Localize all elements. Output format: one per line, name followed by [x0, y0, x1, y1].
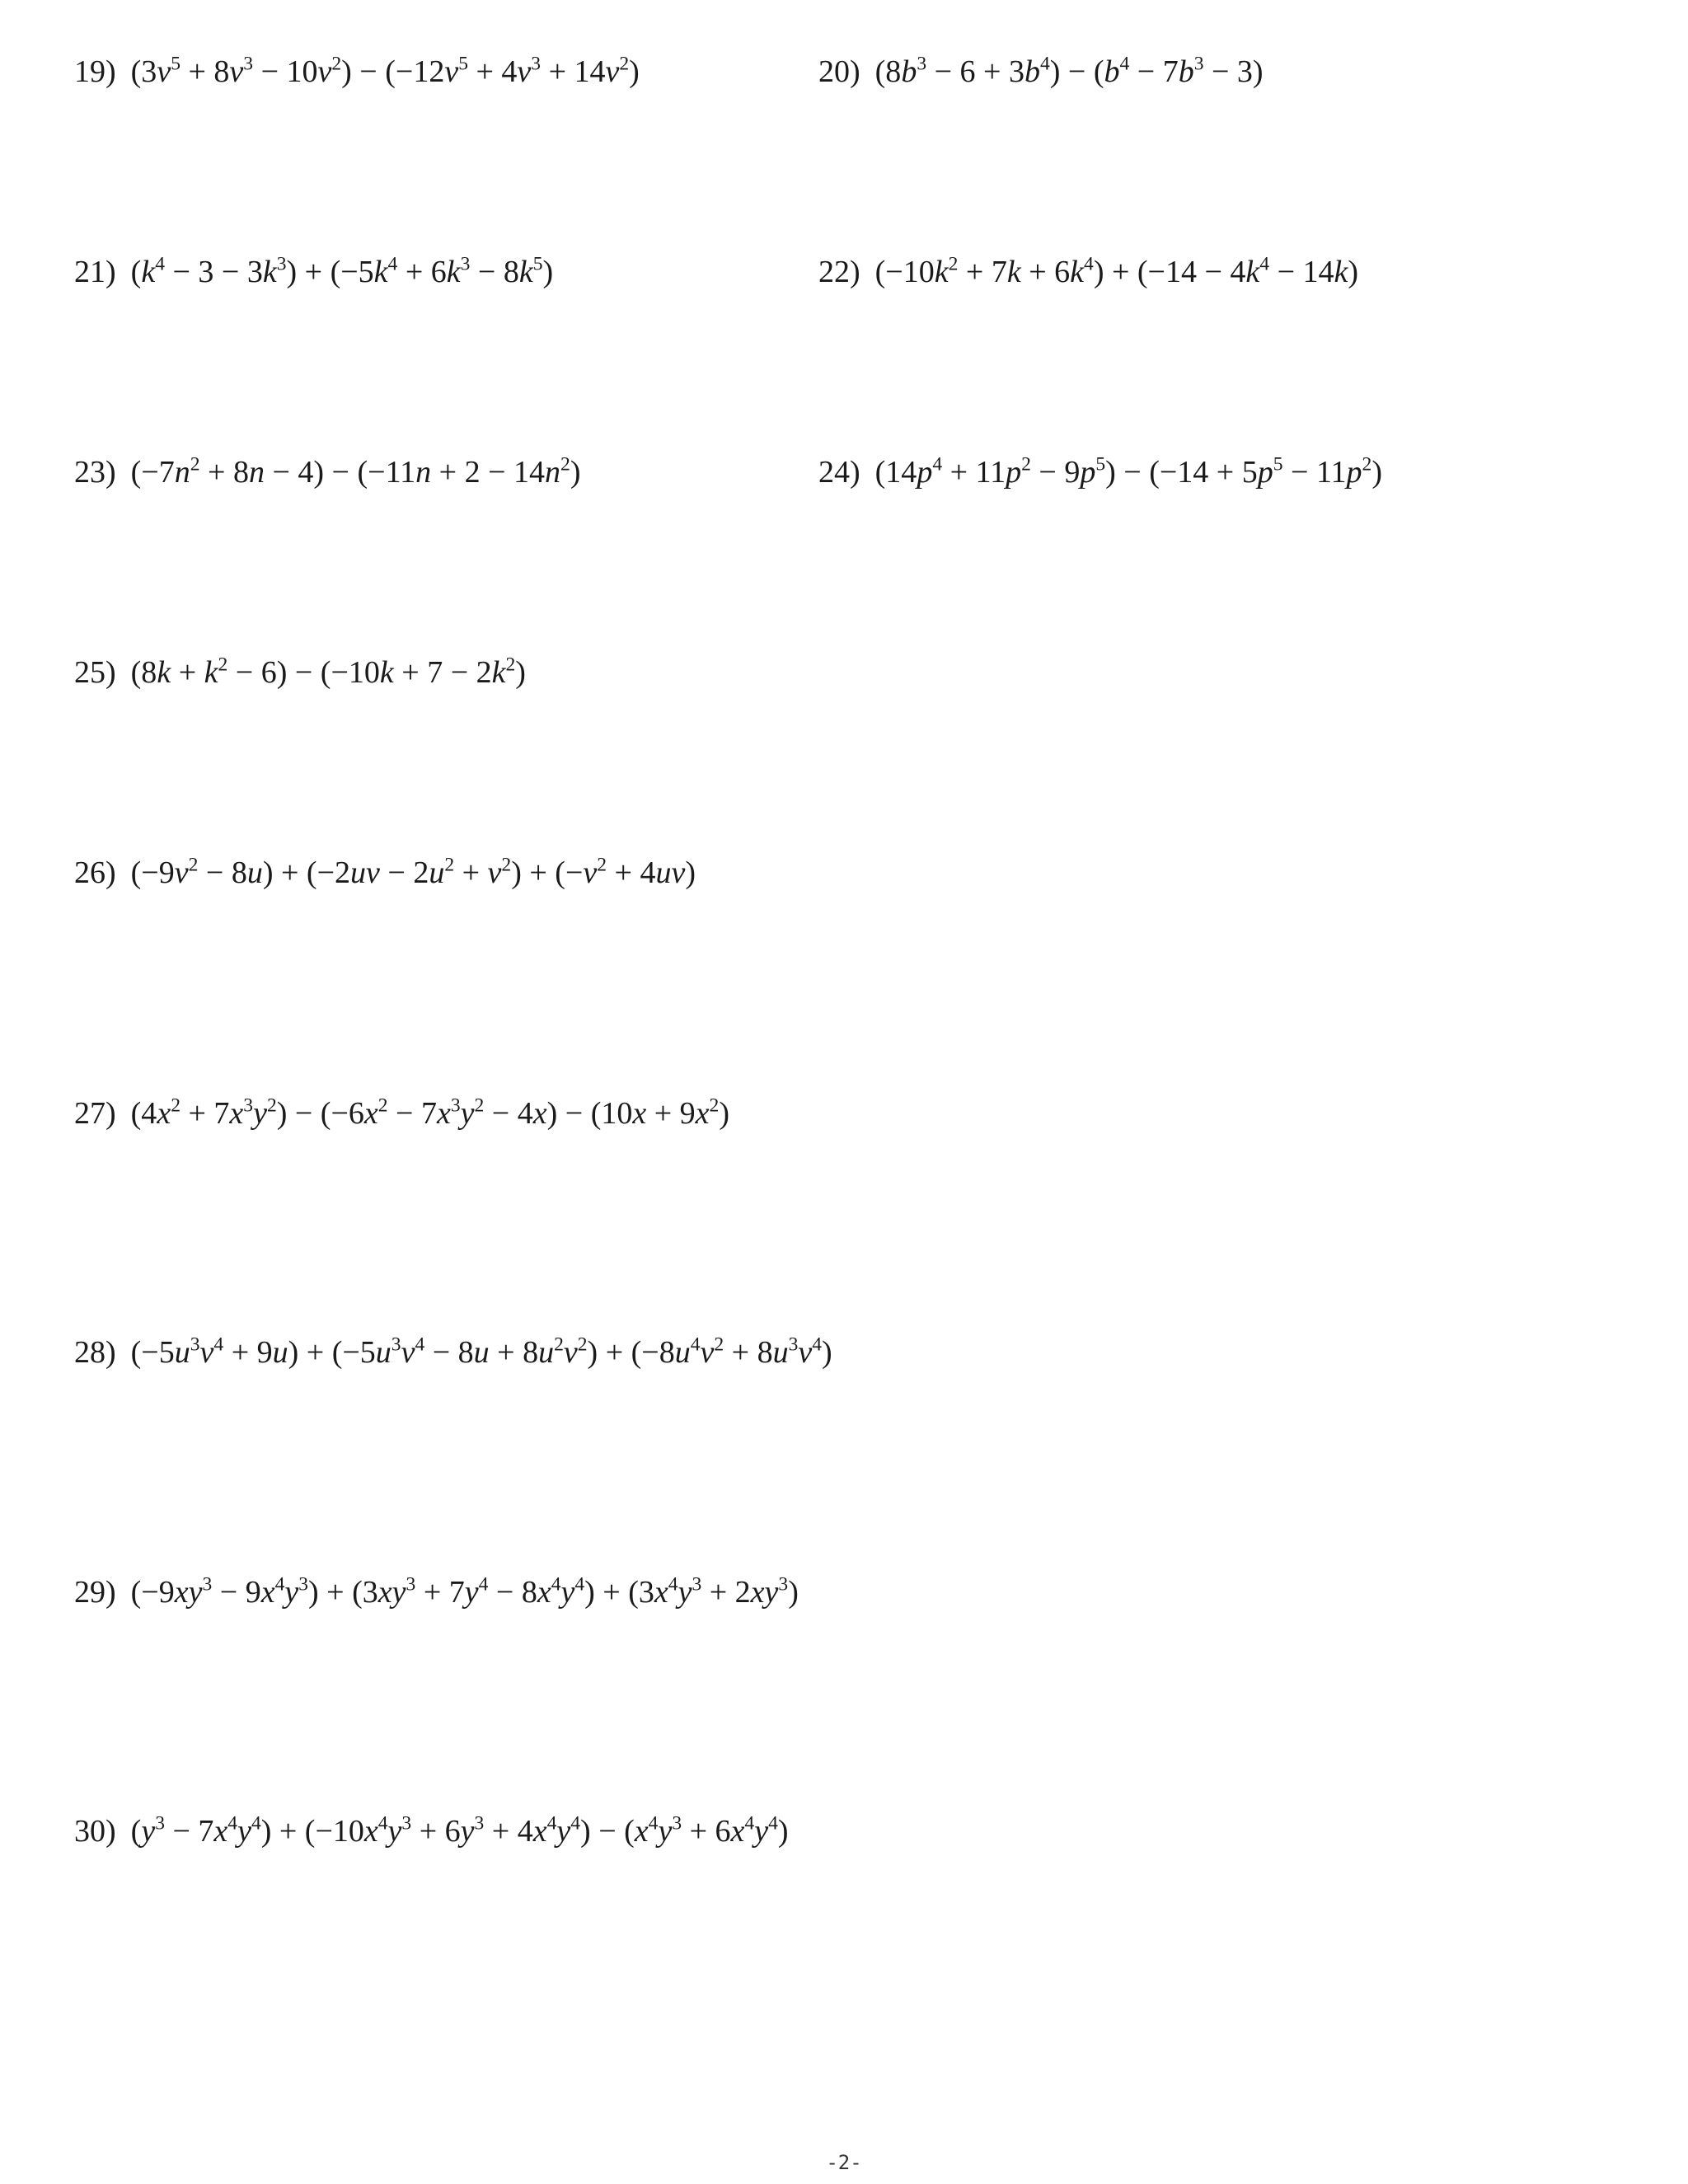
- problem-expression: $(8k + k^2 - 6) - (-10k + 7 - 2k^2)$: [130, 654, 526, 690]
- problem-expression: $(k^4 - 3 - 3k^3) + (-5k^4 + 6k^3 - 8k^5)$: [130, 253, 554, 289]
- problem-expression: $(-5u^3v^4 + 9u) + (-5u^3v^4 - 8u + 8u^2v^2) + (-8u^4v^2 + 8u^3v^4)$: [130, 1333, 832, 1370]
- problem-26: [74, 854, 696, 890]
- problem-29: [74, 1573, 799, 1610]
- problem-24: [818, 453, 1382, 490]
- problem-number: 30): [74, 1814, 116, 1849]
- problem-27: [74, 1094, 729, 1131]
- problem-number: 25): [74, 655, 116, 690]
- problem-expression: $(4x^2 + 7x^3y^2) - (-6x^2 - 7x^3y^2 - 4x) - (10x + 9x^2)$: [130, 1094, 729, 1131]
- problem-number: 27): [74, 1096, 116, 1131]
- problem-23: [74, 453, 581, 490]
- problem-number: 29): [74, 1575, 116, 1610]
- problem-expression: $(3v^5 + 8v^3 - 10v^2) - (-12v^5 + 4v^3 + 14v^2)$: [130, 53, 640, 89]
- problem-22: [818, 253, 1359, 289]
- problem-expression: $(-9v^2 - 8u) + (-2uv - 2u^2 + v^2) + (-v^2 + 4uv)$: [130, 854, 696, 890]
- problem-number: 21): [74, 255, 116, 289]
- problem-number: 28): [74, 1335, 116, 1370]
- problem-expression: $(14p^4 + 11p^2 - 9p^5) - (-14 + 5p^5 - 11p^2)$: [874, 453, 1382, 490]
- problem-25: [74, 654, 526, 690]
- problem-number: 20): [818, 54, 860, 89]
- problem-expression: $(8b^3 - 6 + 3b^4) - (b^4 - 7b^3 - 3)$: [874, 53, 1264, 89]
- problem-expression: $(y^3 - 7x^4y^4) + (-10x^4y^3 + 6y^3 + 4x^4y^4) - (x^4y^3 + 6x^4y^4)$: [130, 1812, 789, 1849]
- problem-20: [818, 53, 1264, 89]
- problem-number: 26): [74, 855, 116, 890]
- problem-19: [74, 53, 640, 89]
- problem-28: [74, 1333, 832, 1370]
- problem-number: 22): [818, 255, 860, 289]
- page-number: -2-: [826, 2151, 862, 2174]
- problem-number: 23): [74, 455, 116, 490]
- problem-expression: $(-7n^2 + 8n - 4) - (-11n + 2 - 14n^2)$: [130, 453, 581, 490]
- problem-expression: $(-10k^2 + 7k + 6k^4) + (-14 - 4k^4 - 14k)$: [874, 253, 1359, 289]
- problem-number: 19): [74, 54, 116, 89]
- problem-expression: $(-9xy^3 - 9x^4y^3) + (3xy^3 + 7y^4 - 8x^4y^4) + (3x^4y^3 + 2xy^3)$: [130, 1573, 799, 1610]
- problem-number: 24): [818, 455, 860, 490]
- problem-30: [74, 1812, 789, 1849]
- problem-21: [74, 253, 554, 289]
